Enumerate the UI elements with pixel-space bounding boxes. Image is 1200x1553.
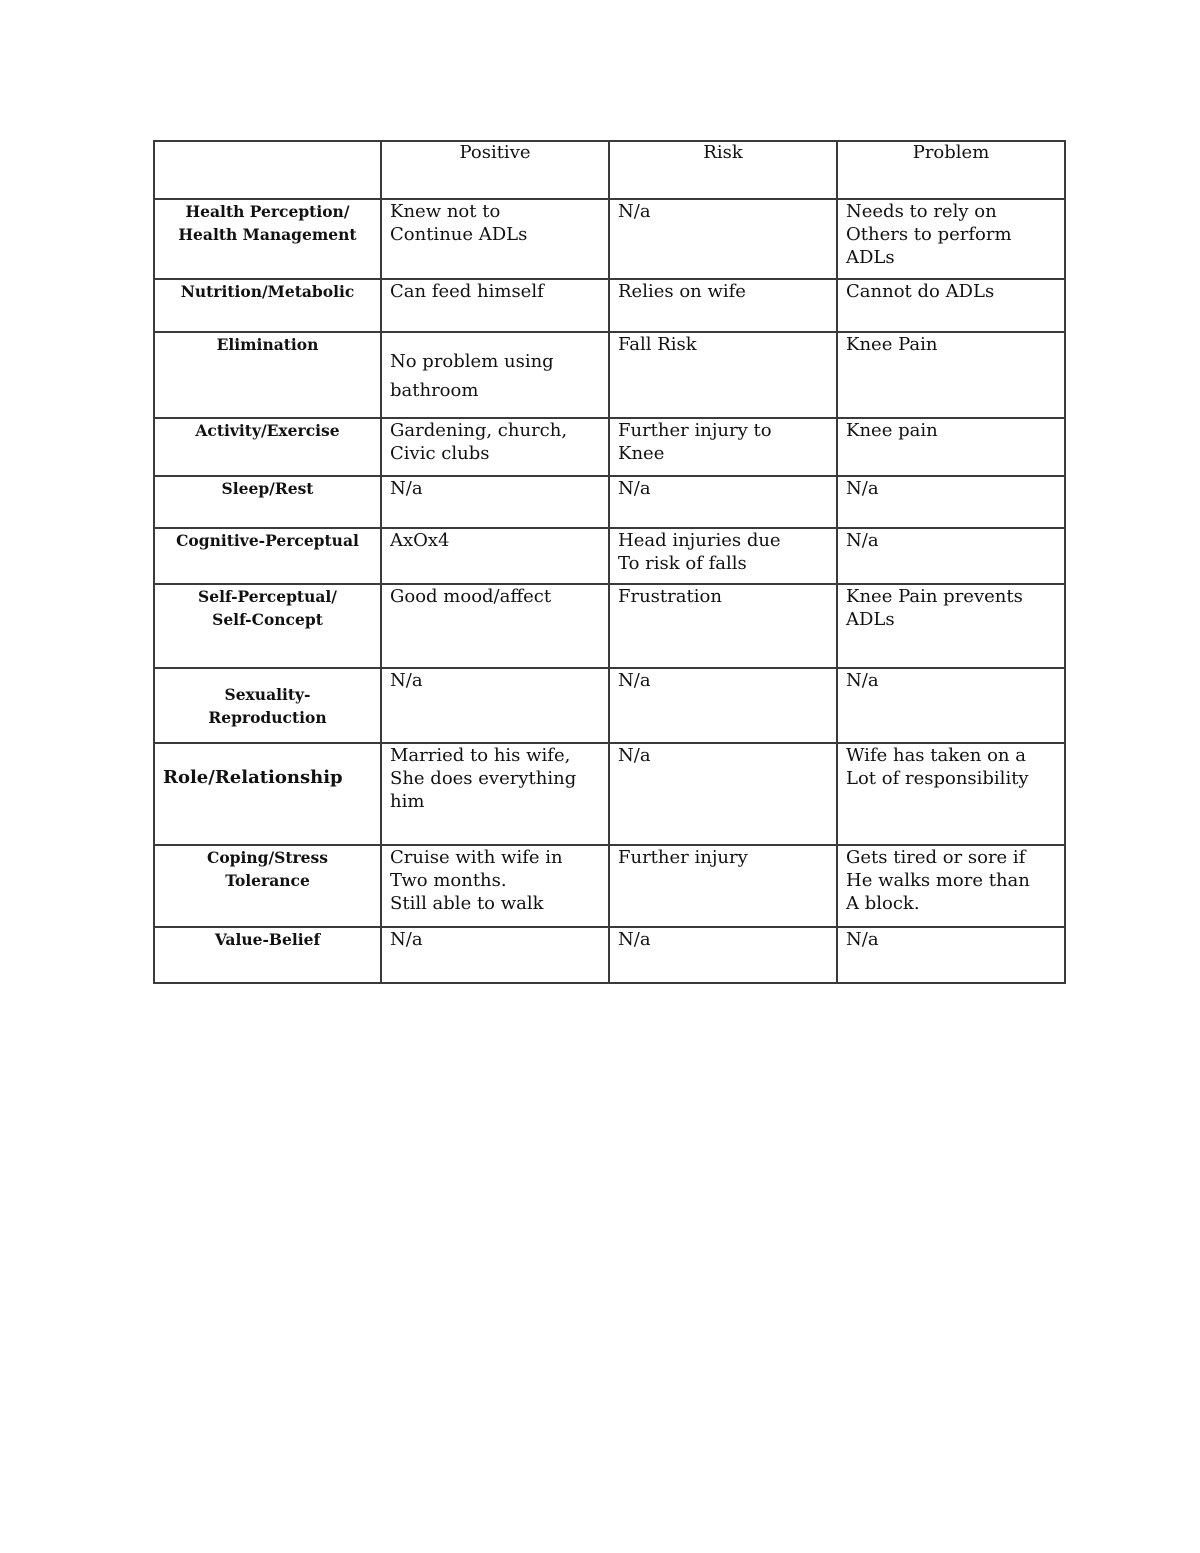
risk-cell: N/a (618, 745, 651, 766)
positive-cell: AxOx4 (390, 530, 450, 551)
row-label: Elimination (154, 332, 381, 418)
functional-health-patterns-table (153, 140, 1066, 984)
risk-cell: Relies on wife (618, 281, 746, 302)
risk-cell: N/a (618, 478, 651, 499)
row-label: Role/Relationship (154, 743, 381, 845)
problem-cell: N/a (846, 670, 879, 691)
table-row (154, 668, 1065, 743)
row-label: Health Perception/ Health Management (154, 199, 381, 279)
row-label: Activity/Exercise (154, 418, 381, 476)
problem-cell: Gets tired or sore if He walks more than A block. (846, 847, 1030, 914)
problem-cell: N/a (846, 929, 879, 950)
column-header-risk: Risk (609, 141, 837, 199)
table-row (154, 528, 1065, 584)
risk-cell: Further injury to Knee (618, 420, 772, 464)
positive-cell: Married to his wife, She does everything him (390, 745, 577, 812)
column-header-positive: Positive (381, 141, 609, 199)
table-row (154, 279, 1065, 332)
row-label: Cognitive-Perceptual (154, 528, 381, 584)
table-row (154, 476, 1065, 528)
table-row (154, 845, 1065, 927)
positive-cell: N/a (390, 670, 423, 691)
column-header-problem: Problem (837, 141, 1065, 199)
problem-cell: Needs to rely on Others to perform ADLs (846, 201, 1012, 268)
positive-cell: Can feed himself (390, 281, 544, 302)
header-corner-cell (154, 141, 381, 199)
problem-cell: Cannot do ADLs (846, 281, 995, 302)
problem-cell: N/a (846, 530, 879, 551)
row-label: Sexuality- Reproduction (154, 668, 381, 743)
problem-cell: N/a (846, 478, 879, 499)
table-row (154, 418, 1065, 476)
risk-cell: Head injuries due To risk of falls (618, 530, 781, 574)
header-row (154, 141, 1065, 199)
problem-cell: Knee Pain prevents ADLs (846, 586, 1023, 630)
row-label: Value-Belief (154, 927, 381, 983)
problem-cell: Wife has taken on a Lot of responsibility (846, 745, 1029, 789)
positive-cell: Knew not to Continue ADLs (390, 201, 528, 245)
risk-cell: N/a (618, 929, 651, 950)
table-row (154, 743, 1065, 845)
positive-cell: Cruise with wife in Two months. Still able to walk (390, 847, 563, 914)
risk-cell: N/a (618, 670, 651, 691)
table-row (154, 332, 1065, 418)
row-label: Nutrition/Metabolic (154, 279, 381, 332)
table-row (154, 584, 1065, 668)
positive-cell: No problem using bathroom (390, 351, 554, 401)
problem-cell: Knee pain (846, 420, 938, 441)
table-row (154, 927, 1065, 983)
positive-cell: Good mood/affect (390, 586, 552, 607)
risk-cell: N/a (618, 201, 651, 222)
risk-cell: Fall Risk (618, 334, 697, 355)
risk-cell: Frustration (618, 586, 722, 607)
table-row (154, 199, 1065, 279)
positive-cell: N/a (390, 478, 423, 499)
positive-cell: Gardening, church, Civic clubs (390, 420, 568, 464)
row-label: Coping/Stress Tolerance (154, 845, 381, 927)
problem-cell: Knee Pain (846, 334, 938, 355)
row-label: Sleep/Rest (154, 476, 381, 528)
row-label: Self-Perceptual/ Self-Concept (154, 584, 381, 668)
positive-cell: N/a (390, 929, 423, 950)
risk-cell: Further injury (618, 847, 748, 868)
